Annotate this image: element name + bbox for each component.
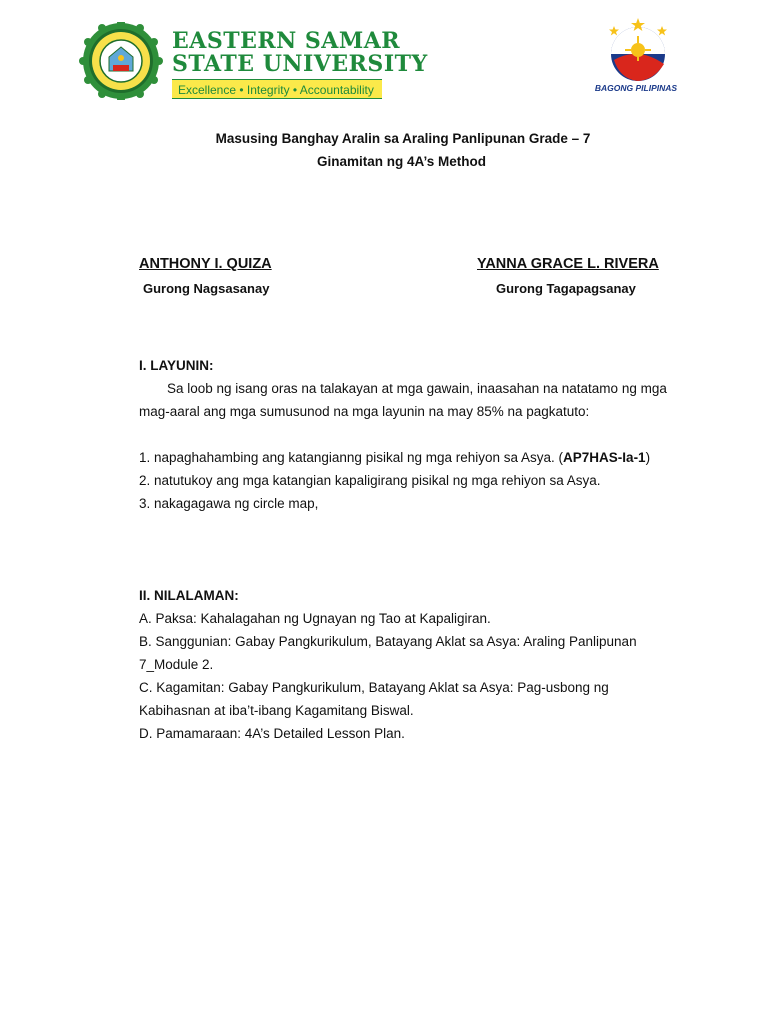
nilalaman-sanggunian: B. Sanggunian: Gabay Pangkurikulum, Batayang Aklat sa Asya: Araling Panlipunan 7_Module 2. (139, 634, 637, 672)
section-layunin (139, 354, 679, 515)
nilalaman-pamamaraan: D. Pamamaraan: 4A’s Detailed Lesson Plan. (139, 726, 405, 741)
document-title-line2: Ginamitan ng 4A’s Method (316, 154, 486, 169)
nilalaman-kagamitan: C. Kagamitan: Gabay Pangkurikulum, Batayang Aklat sa Asya: Pag-usbong ng Kabihasnan at iba’t-ibang Kagamitang Biswal. (139, 680, 609, 718)
layunin-heading: I. LAYUNIN: (139, 358, 214, 373)
university-name (172, 30, 428, 99)
competency-code: AP7HAS-Ia-1 (563, 450, 646, 465)
university-name-line1: EASTERN SAMAR (172, 28, 401, 54)
student-teacher-role: Gurong Nagsasanay (143, 281, 270, 296)
layunin-item-1 (139, 446, 679, 469)
university-motto: Excellence • Integrity • Accountability (172, 79, 382, 99)
cooperating-teacher-name: YANNA GRACE L. RIVERA (477, 256, 659, 272)
layunin-item-1-close: ) (645, 450, 651, 465)
bagong-pilipinas-label: BAGONG PILIPINAS (594, 83, 678, 93)
university-name-line2: STATE UNIVERSITY (172, 51, 428, 77)
cooperating-teacher-role: Gurong Tagapagsanay (496, 281, 636, 296)
university-seal-logo (78, 22, 164, 100)
nilalaman-paksa: A. Paksa: Kahalagahan ng Ugnayan ng Tao at Kapaligiran. (139, 611, 491, 626)
layunin-item-3: 3. nakagagawa ng circle map, (139, 496, 319, 511)
student-teacher-name: ANTHONY I. QUIZA (139, 256, 272, 272)
nilalaman-heading: II. NILALAMAN: (139, 588, 239, 603)
layunin-intro: Sa loob ng isang oras na talakayan at mga gawain, inaasahan na natatamo ng mga mag-aaral ang mga sumusunod na mga layunin na may 85% na pagkatuto: (139, 381, 667, 419)
layunin-item-1-text: 1. napaghahambing ang katangianng pisikal ng mga rehiyon sa Asya. ( (139, 450, 564, 465)
bagong-pilipinas-logo (594, 16, 682, 82)
section-nilalaman (139, 584, 679, 745)
document-title-line1: Masusing Banghay Aralin sa Araling Panlipunan Grade – 7 (215, 131, 591, 146)
layunin-item-2: 2. natutukoy ang mga katangian kapaligirang pisikal ng mga rehiyon sa Asya. (139, 473, 601, 488)
